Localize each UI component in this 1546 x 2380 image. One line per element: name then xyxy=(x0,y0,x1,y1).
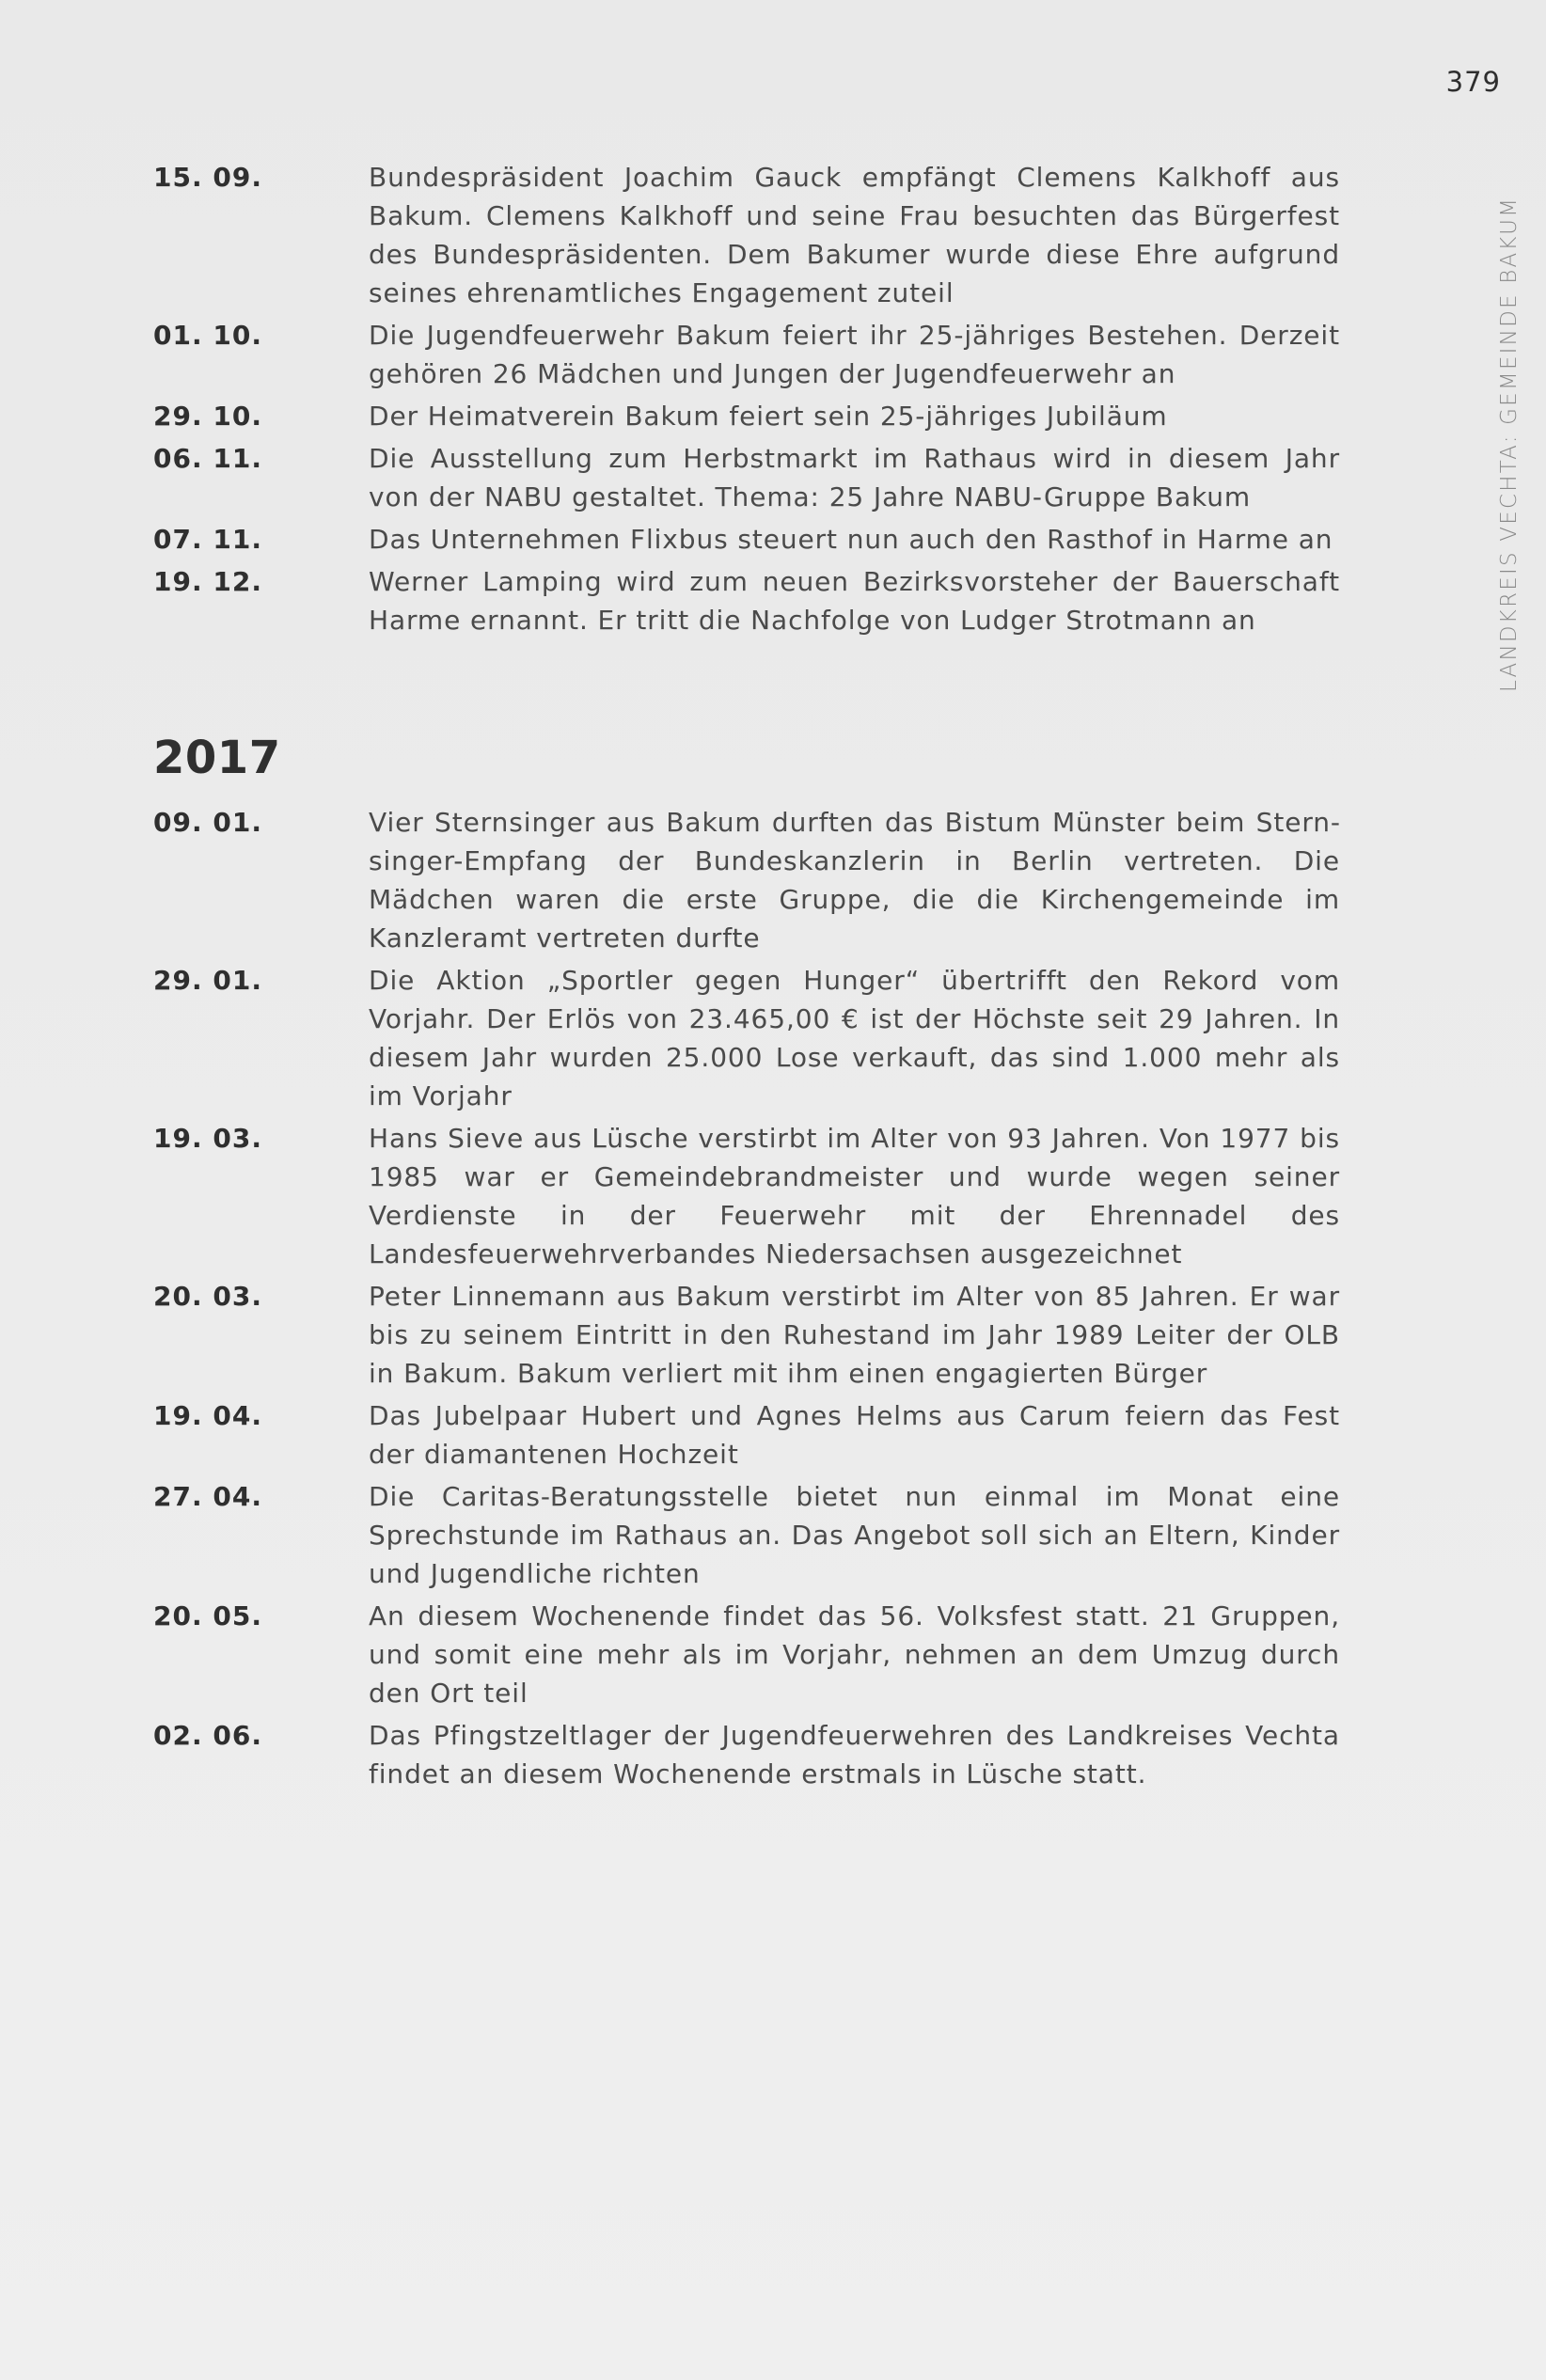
chronicle-entry xyxy=(153,1277,1340,1393)
entry-text: Hans Sieve aus Lüsche verstirbt im Alter von 93 Jahren. Von 1977 bis 1985 war er Gemeindebrandmeister und wurde wegen seiner Verdienste in der Feuerwehr mit der Ehrennadel des Landesfeuerwehrverbandes Niedersachsen ausgezeichnet xyxy=(369,1123,1340,1269)
entry-text: Peter Linnemann aus Bakum verstirbt im Alter von 85 Jahren. Er war bis zu seinem Eintritt in den Ruhestand im Jahr 1989 Leiter der OLB in Bakum. Bakum verliert mit ihm einen engagierten Bürger xyxy=(369,1281,1340,1389)
entry-text: Die Jugendfeuerwehr Bakum feiert ihr 25-jähriges Bestehen. Derzeit gehören 26 Mädchen und Jungen der Jugendfeuerwehr an xyxy=(369,320,1340,389)
entry-text: Die Caritas-Beratungsstelle bietet nun einmal im Monat eine Sprechstunde im Rathaus an. Das Angebot soll sich an Eltern, Kinder und Jugendliche richten xyxy=(369,1481,1340,1589)
chronicle-entry xyxy=(153,158,1340,312)
entry-date: 20. 05. xyxy=(153,1600,262,1631)
chronicle-entry xyxy=(153,1597,1340,1712)
entry-text: Werner Lamping wird zum neuen Bezirksvorsteher der Bauerschaft Harme ernannt. Er tritt die Nachfolge von Ludger Strotmann an xyxy=(369,566,1340,636)
running-head: LANDKREIS VECHTA: GEMEINDE BAKUM xyxy=(1497,196,1522,692)
entry-text: Vier Sternsinger aus Bakum durften das Bistum Münster beim Sternsinger-Empfang der Bundeskanzlerin in Berlin vertreten. Die Mädchen waren die erste Gruppe, die die Kirchengemeinde im Kanzleramt vertreten durfte xyxy=(369,807,1340,954)
chronicle-entry xyxy=(153,1119,1340,1273)
page-number: 379 xyxy=(1445,66,1501,98)
entry-text: Der Heimatverein Bakum feiert sein 25-jähriges Jubiläum xyxy=(369,401,1168,432)
chronicle-entry xyxy=(153,316,1340,393)
entry-date: 07. 11. xyxy=(153,524,262,555)
entry-date: 09. 01. xyxy=(153,807,262,838)
entry-date: 15. 09. xyxy=(153,162,262,193)
year-heading: 2017 xyxy=(153,732,281,784)
entry-text: Die Ausstellung zum Herbstmarkt im Rathaus wird in diesem Jahr von der NABU gestaltet. Thema: 25 Jahre NABU-Gruppe Bakum xyxy=(369,443,1340,512)
entry-text: Das Pfingstzeltlager der Jugendfeuerwehren des Landkreises Vechta findet an diesem Wochenende erstmals in Lüsche statt. xyxy=(369,1720,1340,1789)
entry-date: 19. 12. xyxy=(153,566,262,597)
entry-date: 29. 01. xyxy=(153,965,262,996)
chronicle-entry xyxy=(153,961,1340,1115)
chronicle-entry xyxy=(153,439,1340,516)
entry-text: Das Unternehmen Flixbus steuert nun auch den Rasthof in Harme an xyxy=(369,524,1333,555)
entry-date: 20. 03. xyxy=(153,1281,262,1312)
entry-date: 27. 04. xyxy=(153,1481,262,1512)
chronicle-entry xyxy=(153,803,1340,957)
entry-date: 06. 11. xyxy=(153,443,262,474)
chronicle-entry xyxy=(153,1477,1340,1593)
entry-text: Bundespräsident Joachim Gauck empfängt Clemens Kalkhoff aus Bakum. Clemens Kalkhoff und seine Frau besuchten das Bürgerfest des Bundespräsidenten. Dem Bakumer wurde diese Ehre aufgrund seines ehrenamtliches Engagement zuteil xyxy=(369,162,1340,308)
entry-date: 19. 03. xyxy=(153,1123,262,1154)
chronicle-entry xyxy=(153,1396,1340,1474)
chronicle-entry xyxy=(153,520,1340,559)
entry-date: 02. 06. xyxy=(153,1720,262,1751)
entry-text: An diesem Wochenende findet das 56. Volksfest statt. 21 Gruppen, und somit eine mehr als im Vorjahr, nehmen an dem Umzug durch den Ort teil xyxy=(369,1600,1340,1709)
entry-text: Das Jubelpaar Hubert und Agnes Helms aus Carum feiern das Fest der diamantenen Hochzeit xyxy=(369,1400,1340,1470)
entry-date: 19. 04. xyxy=(153,1400,262,1431)
chronicle-content xyxy=(153,158,1340,1797)
entry-text: Die Aktion „Sportler gegen Hunger“ übertrifft den Rekord vom Vorjahr. Der Erlös von 23.465,00 € ist der Höchste seit 29 Jahren. In diesem Jahr wurden 25.000 Lose verkauft, das sind 1.000 mehr als im Vorjahr xyxy=(369,965,1340,1111)
entry-date: 01. 10. xyxy=(153,320,262,351)
chronicle-entry xyxy=(153,397,1340,435)
entry-date: 29. 10. xyxy=(153,401,262,432)
chronicle-entry xyxy=(153,562,1340,639)
chronicle-entry xyxy=(153,1716,1340,1793)
